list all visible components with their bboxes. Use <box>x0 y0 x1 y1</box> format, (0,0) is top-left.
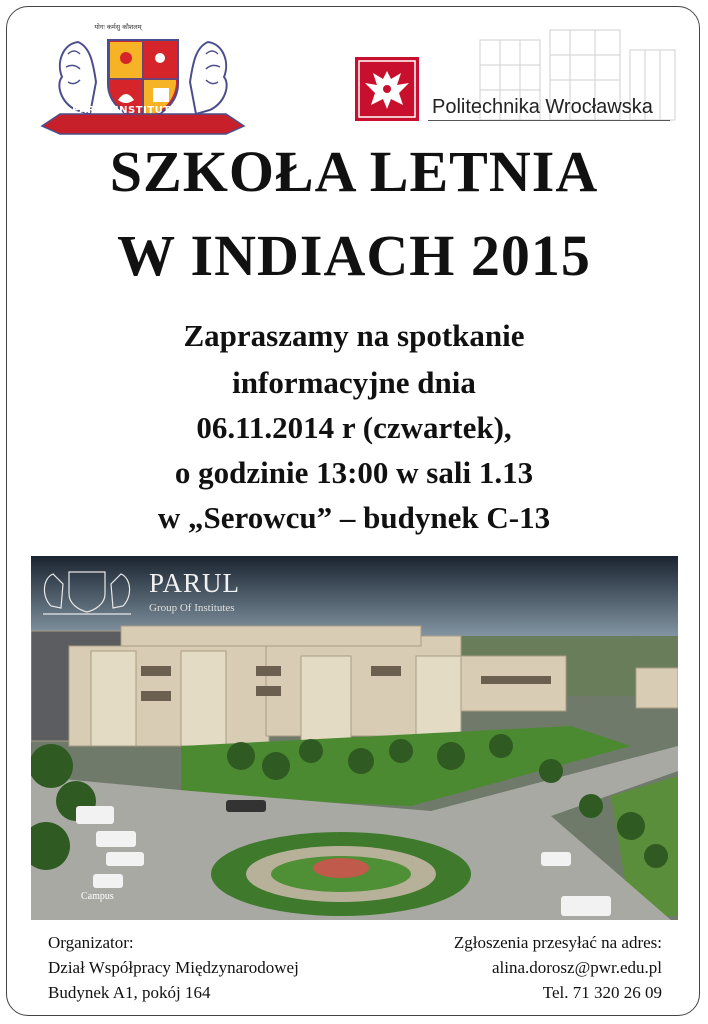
parul-institute-logo <box>38 22 248 137</box>
organizer-address: Budynek A1, pokój 164 <box>48 983 211 1002</box>
contact-block <box>454 930 662 1005</box>
poster-title-line-2: W INDIACH 2015 <box>117 223 591 288</box>
info-line-building: w „Serowcu” – budynek C-13 <box>157 500 551 535</box>
parul-motto: योगः कर्मसु कौशलम् <box>94 23 142 31</box>
organizer-name: Dział Współpracy Międzynarodowej <box>48 958 299 977</box>
info-line-meeting: informacyjne dnia <box>232 365 476 400</box>
photo-brand-name: PARUL <box>149 568 241 598</box>
info-line-time-room: o godzinie 13:00 w sali 1.13 <box>174 455 534 490</box>
contact-phone: Tel. 71 320 26 09 <box>542 983 662 1002</box>
photo-brand-subtitle: Group Of Institutes <box>149 602 235 614</box>
contact-email: alina.dorosz@pwr.edu.pl <box>491 958 662 977</box>
parul-ribbon-label: PARUL INSTITUTE <box>72 105 178 116</box>
poster-title-line-1: SZKOŁA LETNIA <box>109 139 599 204</box>
apply-label: Zgłoszenia przesyłać na adres: <box>453 933 662 952</box>
pwr-university-name: Politechnika Wrocławska <box>432 96 653 118</box>
info-line-date: 06.11.2014 r (czwartek), <box>196 410 512 445</box>
organizer-block <box>48 930 299 1005</box>
photo-caption: Campus <box>81 891 114 902</box>
pwr-eagle-emblem <box>355 57 419 121</box>
pwr-underline <box>428 120 670 121</box>
organizer-label: Organizator: <box>48 933 134 952</box>
info-line-invitation: Zapraszamy na spotkanie <box>183 318 525 353</box>
campus-photo <box>31 556 678 920</box>
